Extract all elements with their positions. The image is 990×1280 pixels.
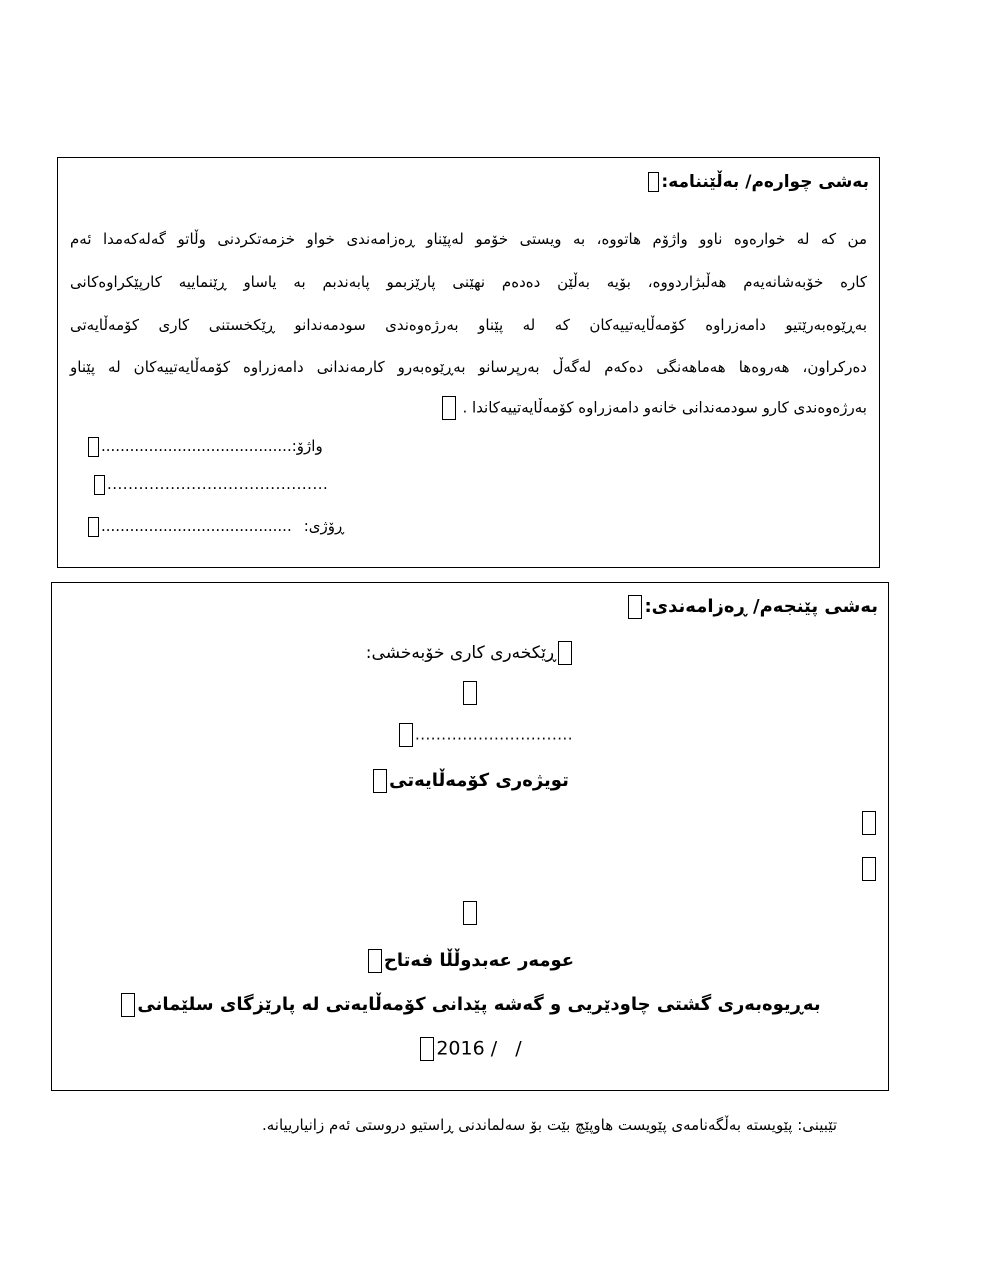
approval-date: 2016 / /: [436, 1037, 522, 1060]
missing-glyph-box: [94, 475, 105, 495]
missing-glyph-box: [648, 172, 659, 192]
signature-row: [86, 436, 323, 457]
missing-glyph-box: [862, 811, 876, 835]
missing-glyph-box: [399, 723, 413, 747]
signer-name: عومەر عەبدوڵڵا فەتاح: [383, 950, 575, 971]
missing-glyph-box: [463, 901, 477, 925]
date-row: [86, 516, 344, 537]
missing-glyph-box: [420, 1037, 434, 1061]
unit-title: تویژەری كۆمەڵایەتی: [389, 770, 569, 791]
section-four-heading: [646, 172, 869, 192]
missing-glyph-box: [862, 857, 876, 881]
date-dots[interactable]: ........................................: [101, 517, 292, 535]
missing-glyph-box: [463, 681, 477, 705]
pledge-line-1: من كە لە خوارەوە ناوو واژۆم هاتووە، بە ویستی خۆمو لەپێناو ڕەزامەندی خواو خزمەتكردنی وڵاتو گەلەكەمدا ئەم: [70, 230, 867, 248]
missing-glyph-box: [442, 396, 456, 420]
signer-title-row: [52, 993, 888, 1017]
signer-title: بەڕیوەبەری گشتی چاودێریی و گەشە پێدانی كۆمەڵایەتی لە پارێزگای سلێمانی: [137, 994, 821, 1015]
pledge-line-3: بەڕێوەبەرێتیو دامەزراوە كۆمەڵایەتییەكان كە لە پێناو بەرژەوەندی سودمەندانو ڕێكخستنی كاری كۆمەڵایەتی: [70, 316, 867, 334]
organizer-dots[interactable]: ..............................: [414, 725, 574, 744]
organizer-label: ڕێكخەری كاری خۆبەخشی:: [365, 643, 557, 663]
missing-glyph-box: [373, 769, 387, 793]
section-four-heading-text: بەشی چوارەم/ بەڵێننامە:: [661, 172, 869, 192]
blank-box-right-2: [860, 857, 878, 881]
section-five-approval-box: [51, 582, 889, 1091]
pledge-line-5: [70, 396, 867, 420]
missing-glyph-box: [88, 437, 99, 457]
signer-name-row: [52, 949, 888, 973]
blank-box-right-1: [860, 811, 878, 835]
organizer-dots-row: [52, 723, 888, 747]
pledge-line-2: كارە خۆبەشانەیەم هەڵبژاردووە، بۆیە بەڵێن دەدەم نهێنی پارێزبمو پابەندبم بە یاساو ڕێنماییە كارپێكراوەكانی: [70, 273, 867, 291]
blank-row-1: [52, 681, 888, 705]
date-label: ڕۆژی:: [303, 517, 345, 535]
signature-dots[interactable]: ........................................: [101, 437, 292, 455]
signature-label: واژۆ:: [291, 437, 323, 455]
section-four-pledge-box: [57, 157, 880, 568]
blank-row-2: [52, 901, 888, 925]
name-dots[interactable]: ..........................................: [107, 475, 329, 493]
section-five-heading: [626, 595, 878, 619]
missing-glyph-box: [628, 595, 642, 619]
pledge-line-4: دەركراون، هەروەها هەماهەنگی دەكەم لەگەڵ بەرپرسانو بەڕێوەبەرو كارمەندانی دامەزراوە كۆمەڵایەتییەكان لە پێناو: [70, 358, 867, 376]
footer-note: تێبینی: پێویستە بەڵگەنامەی پێویست هاوپێچ بێت بۆ سەلماندنی ڕاستیو دروستی ئەم زانیارییانە.: [262, 1116, 838, 1134]
approval-date-row: [52, 1037, 888, 1061]
pledge-line-5-text: بەرژەوەندی كارو سودمەندانی خانەو دامەزراوە كۆمەڵایەتییەكاندا .: [462, 398, 867, 417]
missing-glyph-box: [558, 641, 572, 665]
missing-glyph-box: [88, 517, 99, 537]
unit-title-row: [52, 769, 888, 793]
name-row: [92, 474, 328, 495]
section-five-heading-text: بەشی پێنجەم/ ڕەزامەندی:: [644, 596, 878, 617]
missing-glyph-box: [121, 993, 135, 1017]
organizer-row: [52, 641, 888, 665]
missing-glyph-box: [368, 949, 382, 973]
